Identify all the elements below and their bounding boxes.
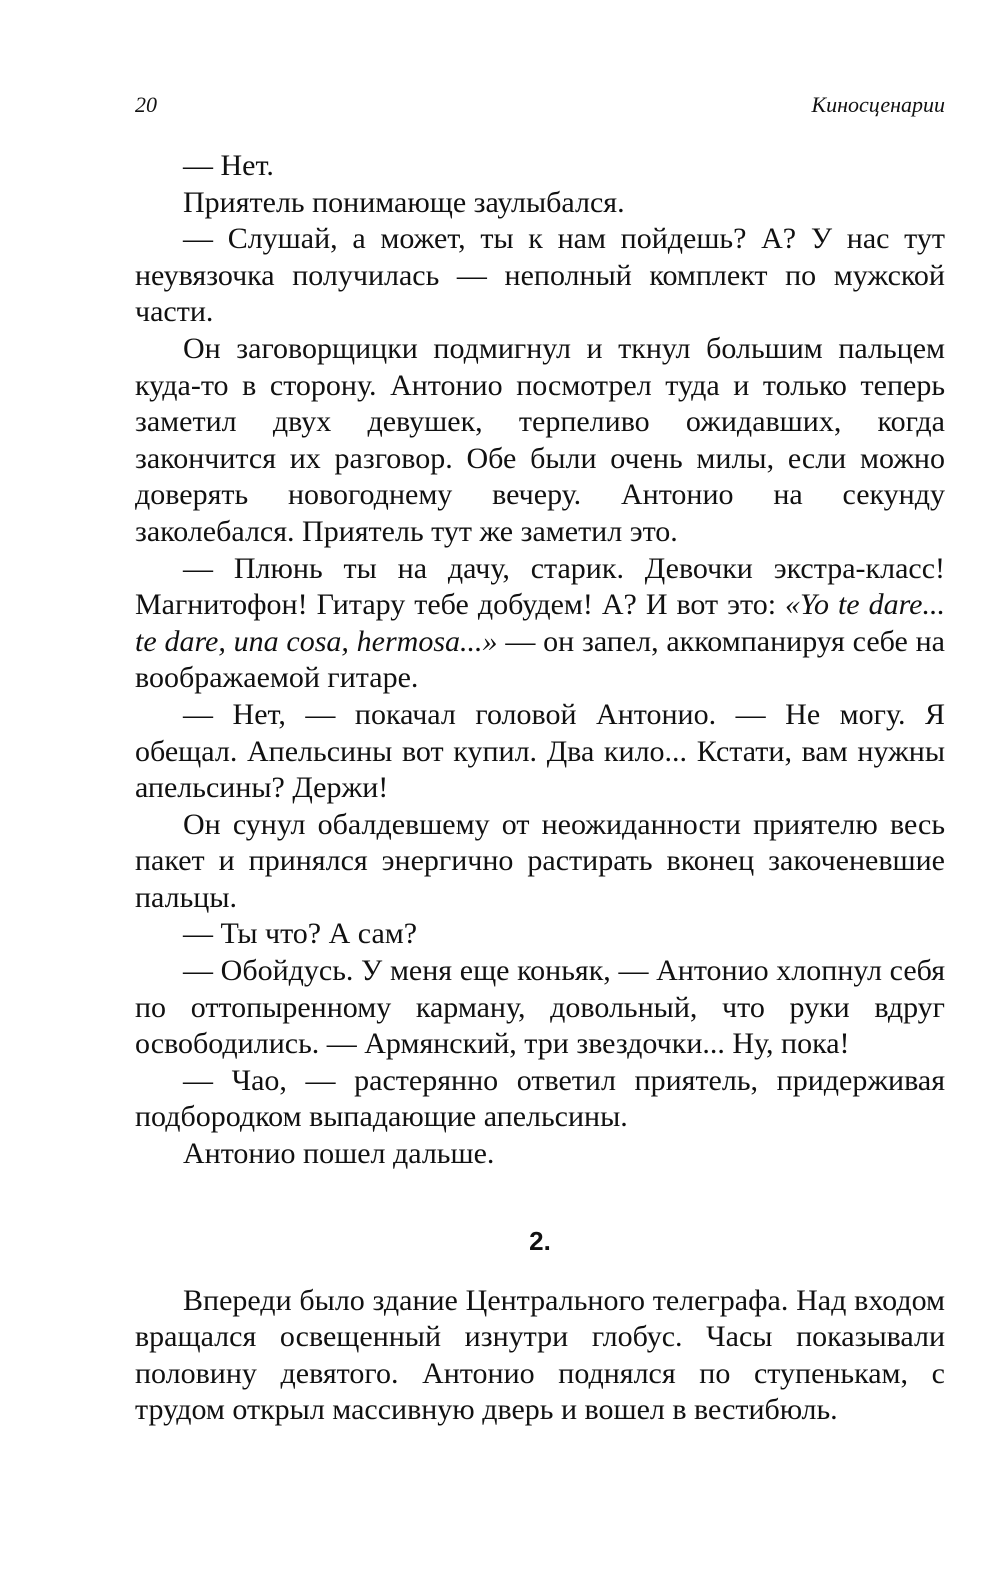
chapter-heading: 2. — [529, 1225, 551, 1256]
paragraph-with-song-quote — [135, 551, 945, 697]
paragraph: — Нет, — покачал головой Антонио. — Не могу. Я обещал. Апельсины вот купил. Два кило... Кстати, вам нужны апельсины? Держи! — [135, 697, 945, 805]
paragraph: — Нет. — [183, 149, 274, 182]
paragraph: — Слушай, а может, ты к нам пойдешь? А? У нас тут неувязочка получилась — неполный комплект по мужской части. — [135, 222, 945, 329]
paragraph: Антонио пошел дальше. — [183, 1137, 495, 1171]
paragraph: Он заговорщицки подмигнул и ткнул большим пальцем куда-то в сторону. Антонио посмотрел туда и только теперь заметил двух девушек, терпеливо ожидавших, когда закончится их разговор. Обе были очень милы, если можно доверять новогоднему вечеру. Антонио на секунду заколебался. Приятель тут же заметил это. — [135, 331, 945, 548]
page-number: 20 — [135, 92, 157, 117]
body-text — [135, 148, 945, 1429]
paragraph-text: — он запел, аккомпанируя себе на воображаемой гитаре. — [135, 624, 945, 695]
paragraph: — Ты что? А сам? — [183, 917, 418, 951]
paragraph-text: — Плюнь ты на дачу, старик. Девочки экстра-класс! Магнитофон! Гитару тебе добудем! А? И вот это: — [135, 551, 945, 622]
paragraph: — Чао, — растерянно ответил приятель, придерживая подбородком выпадающие апельсины. — [135, 1063, 945, 1134]
paragraph: Он сунул обалдевшему от неожиданности приятелю весь пакет и принялся энергично растирать вконец закоченевшие пальцы. — [135, 807, 945, 914]
paragraph: Приятель понимающе заулыбался. — [183, 185, 625, 219]
paragraph: Впереди было здание Центрального телеграфа. Над входом вращался освещенный изнутри глобус. Часы показывали половину девятого. Антонио поднялся по ступенькам, с трудом открыл массивную дверь и вошел в вестибюль. — [135, 1283, 945, 1427]
running-section-title: Киносценарии — [811, 92, 945, 117]
running-head — [135, 92, 945, 124]
song-quote: «Yo te dare... te dare, una cosa, hermosa...» — [135, 588, 945, 658]
paragraph: — Обойдусь. У меня еще коньяк, — Антонио хлопнул себя по оттопыренному карману, довольный, что руки вдруг освободились. — Армянский, три звездочки... Ну, пока! — [135, 954, 945, 1061]
